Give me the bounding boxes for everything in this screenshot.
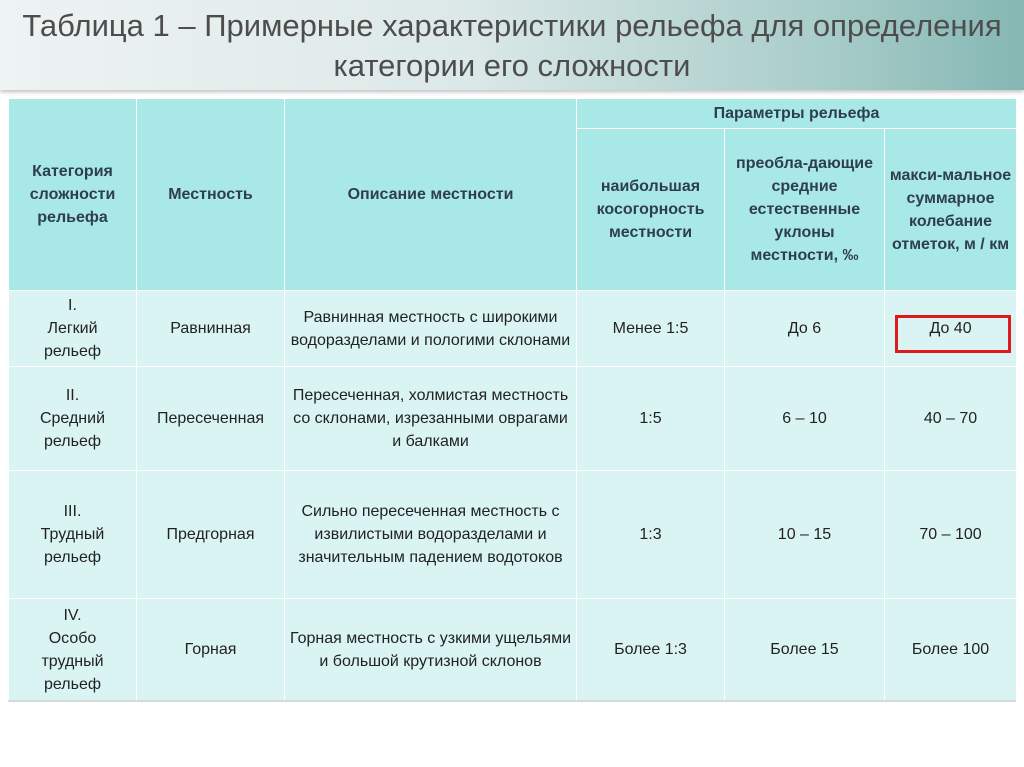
table-row — [9, 599, 1017, 701]
slide-title — [0, 6, 1024, 86]
row-category: II. Средний рельеф — [9, 367, 137, 471]
table-row — [9, 291, 1017, 367]
row-description: Пересеченная, холмистая местность со склонами, изрезанными оврагами и балками — [285, 367, 577, 471]
row-max-range: 70 – 100 — [885, 471, 1017, 599]
row-description: Горная местность с узкими ущельями и большой крутизной склонов — [285, 599, 577, 701]
row-max-slope: Более 1:3 — [577, 599, 725, 701]
row-terrain: Предгорная — [137, 471, 285, 599]
row-category: III. Трудный рельеф — [9, 471, 137, 599]
row-category: IV. Особо трудный рельеф — [9, 599, 137, 701]
row-description: Равнинная местность с широкими водоразделами и пологими склонами — [285, 291, 577, 367]
highlight-box — [895, 315, 1011, 353]
header-prevailing: преобла-дающие средние естественные уклоны местности, ‰ — [725, 129, 885, 291]
row-prevailing: Более 15 — [725, 599, 885, 701]
header-max-range: макси-мальное суммарное колебание отметок, м / км — [885, 129, 1017, 291]
row-prevailing: 6 – 10 — [725, 367, 885, 471]
row-max-range: До 40 — [885, 291, 1017, 367]
row-terrain: Равнинная — [137, 291, 285, 367]
row-max-range: Более 100 — [885, 599, 1017, 701]
title-line-2: категории его сложности — [333, 48, 691, 83]
relief-table — [8, 98, 1017, 701]
header-row-1 — [9, 99, 1017, 129]
header-terrain: Местность — [137, 99, 285, 291]
table-row — [9, 471, 1017, 599]
row-description: Сильно пересеченная местность с извилистыми водоразделами и значительным падением водотоков — [285, 471, 577, 599]
table-row — [9, 367, 1017, 471]
row-max-slope: 1:5 — [577, 367, 725, 471]
footer-divider — [8, 700, 1016, 702]
row-max-slope: 1:3 — [577, 471, 725, 599]
row-terrain: Горная — [137, 599, 285, 701]
row-max-slope: Менее 1:5 — [577, 291, 725, 367]
title-line-1: Таблица 1 – Примерные характеристики рельефа для определения — [22, 8, 1002, 43]
row-prevailing: 10 – 15 — [725, 471, 885, 599]
row-prevailing: До 6 — [725, 291, 885, 367]
row-max-range: 40 – 70 — [885, 367, 1017, 471]
header-category: Категория сложности рельефа — [9, 99, 137, 291]
row-category: I. Легкий рельеф — [9, 291, 137, 367]
header-params-group: Параметры рельефа — [577, 99, 1017, 129]
header-max-slope: наибольшая косогорность местности — [577, 129, 725, 291]
header-description: Описание местности — [285, 99, 577, 291]
row-terrain: Пересеченная — [137, 367, 285, 471]
